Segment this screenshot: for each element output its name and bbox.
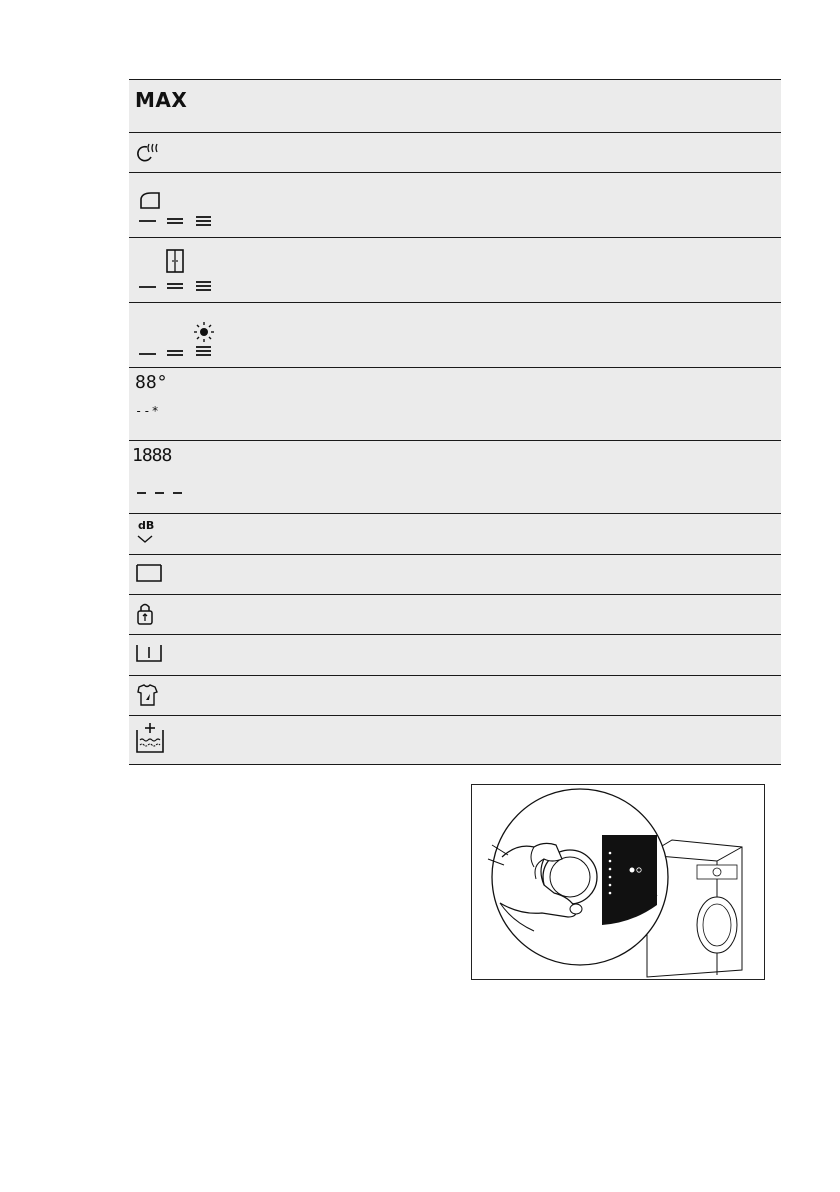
symbol-row-iron-dry <box>129 172 781 237</box>
symbol-row-sound <box>129 513 781 554</box>
symbol-row-filter <box>129 634 781 675</box>
symbol-row-spin <box>129 440 781 513</box>
temperature-off-indicator: --* <box>135 404 160 418</box>
symbol-row-extra-rinse <box>129 715 781 765</box>
max-load-icon: MAX <box>135 88 188 112</box>
iron-dry-icon <box>129 173 229 238</box>
spin-off-indicator <box>129 441 209 514</box>
symbol-row-extra-dry <box>129 302 781 367</box>
control-panel-illustration <box>471 784 765 980</box>
extra-rinse-icon <box>129 716 189 766</box>
door-lock-icon <box>129 595 189 635</box>
stain-icon <box>129 676 189 716</box>
symbol-table <box>129 79 781 765</box>
extra-dry-icon <box>129 303 229 368</box>
temperature-display-icon: 88° <box>135 372 168 393</box>
steam-icon <box>129 133 189 173</box>
symbol-row-temperature <box>129 367 781 440</box>
symbol-row-steam <box>129 132 781 172</box>
sound-off-icon: dB <box>138 519 155 532</box>
spin-display-icon: 1888 <box>132 445 172 466</box>
sound-chevron-icon <box>129 514 189 555</box>
symbol-row-tank <box>129 554 781 594</box>
symbol-row-stain <box>129 675 781 715</box>
cupboard-dry-icon <box>129 238 229 303</box>
symbol-row-door-lock <box>129 594 781 634</box>
tank-icon <box>129 555 189 595</box>
filter-icon <box>129 635 189 676</box>
symbol-row-cupboard-dry <box>129 237 781 302</box>
symbol-row-max <box>129 79 781 132</box>
